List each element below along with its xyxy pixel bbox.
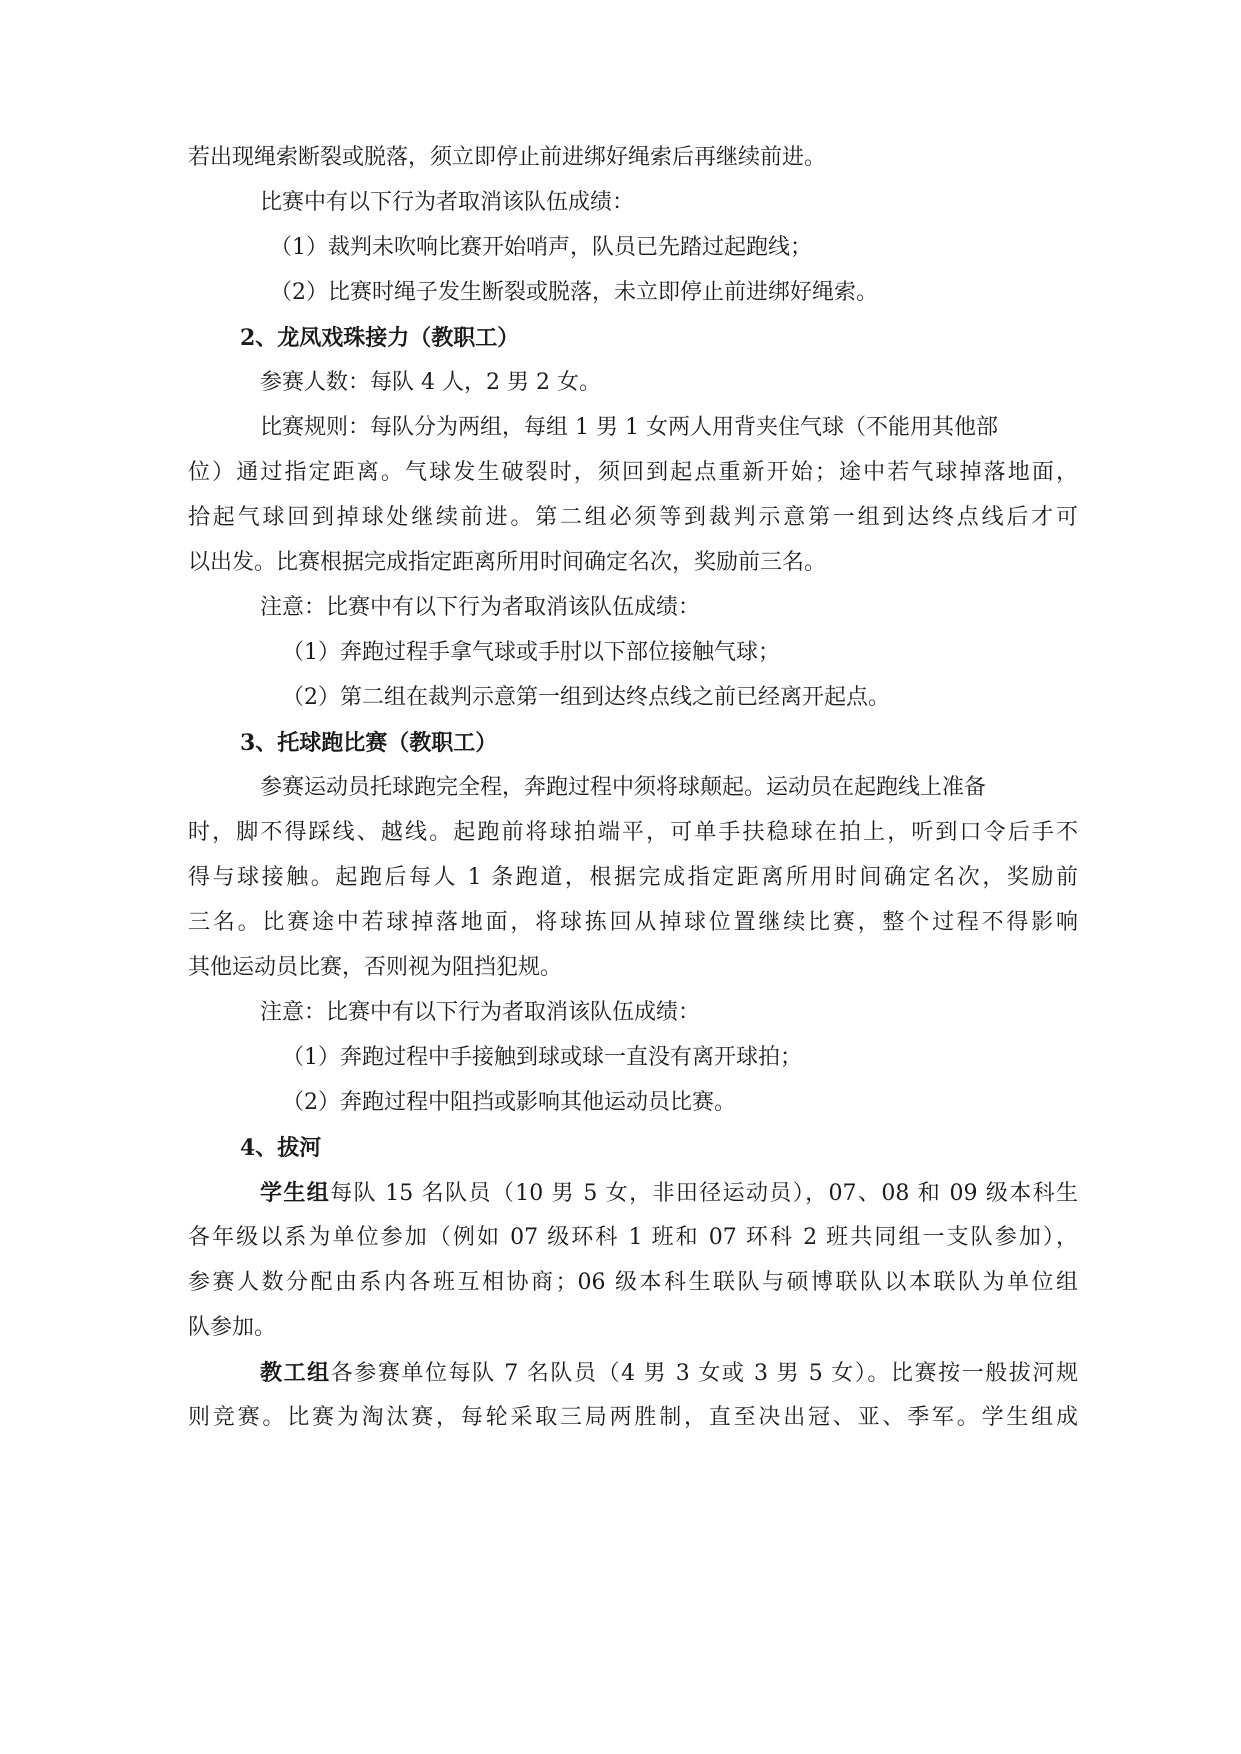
paragraph-line: 时，脚不得踩线、越线。起跑前将球拍端平，可单手扶稳球在拍上，听到口令后手不 <box>188 820 1078 845</box>
list-item: （2）奔跑过程中阻挡或影响其他运动员比赛。 <box>282 1090 736 1115</box>
list-item: （2）第二组在裁判示意第一组到达终点线之前已经离开起点。 <box>282 685 890 710</box>
staff-group-label: 教工组 <box>260 1360 331 1386</box>
paragraph-line: 以出发。比赛根据完成指定距离所用时间确定名次，奖励前三名。 <box>188 550 827 575</box>
paragraph-line: 则竞赛。比赛为淘汰赛，每轮采取三局两胜制，直至决出冠、亚、季军。学生组成 <box>188 1405 1078 1430</box>
list-item: （1）裁判未吹响比赛开始哨声，队员已先踏过起跑线； <box>270 235 812 260</box>
paragraph-line: 参赛人数：每队 4 人，2 男 2 女。 <box>260 370 601 395</box>
list-item: （1）奔跑过程手拿气球或手肘以下部位接触气球； <box>282 640 780 665</box>
paragraph-line: 注意：比赛中有以下行为者取消该队伍成绩： <box>260 1000 701 1025</box>
paragraph-line: 位）通过指定距离。气球发生破裂时，须回到起点重新开始；途中若气球掉落地面， <box>188 460 1078 485</box>
paragraph-line: 若出现绳索断裂或脱落，须立即停止前进绑好绳索后再继续前进。 <box>188 145 827 170</box>
paragraph-text: 各参赛单位每队 7 名队员（4 男 3 女或 3 男 5 女）。比赛按一般拔河规 <box>330 1361 1078 1386</box>
paragraph-line: 队参加。 <box>188 1315 277 1340</box>
list-item: （1）奔跑过程中手接触到球或球一直没有离开球拍； <box>282 1045 802 1070</box>
list-item: （2）比赛时绳子发生断裂或脱落，未立即停止前进绑好绳索。 <box>270 280 878 305</box>
section-heading: 3、托球跑比赛（教职工） <box>240 730 498 756</box>
paragraph-line: 三名。比赛途中若球掉落地面，将球拣回从掉球位置继续比赛，整个过程不得影响 <box>188 910 1078 935</box>
section-heading: 2、龙凤戏珠接力（教职工） <box>240 325 520 351</box>
paragraph-line: 得与球接触。起跑后每人 1 条跑道，根据完成指定距离所用时间确定名次，奖励前 <box>188 865 1078 890</box>
paragraph-line: 比赛规则：每队分为两组，每组 1 男 1 女两人用背夹住气球（不能用其他部 <box>260 415 998 440</box>
paragraph-line <box>260 1358 1078 1389</box>
paragraph-line: 比赛中有以下行为者取消该队伍成绩： <box>260 190 635 215</box>
section-heading: 4、拔河 <box>240 1135 322 1161</box>
paragraph-line: 参赛人数分配由系内各班互相协商；06 级本科生联队与硕博联队以本联队为单位组 <box>188 1270 1078 1295</box>
paragraph-line: 其他运动员比赛，否则视为阻挡犯规。 <box>188 955 563 980</box>
paragraph-line: 参赛运动员托球跑完全程，奔跑过程中须将球颠起。运动员在起跑线上准备 <box>260 775 987 800</box>
paragraph-line <box>260 1178 1078 1209</box>
paragraph-text: 每队 15 名队员（10 男 5 女，非田径运动员），07、08 和 09 级本科生 <box>330 1181 1078 1206</box>
paragraph-line: 拾起气球回到掉球处继续前进。第二组必须等到裁判示意第一组到达终点线后才可 <box>188 505 1078 530</box>
paragraph-line: 各年级以系为单位参加（例如 07 级环科 1 班和 07 环科 2 班共同组一支队参加）， <box>188 1225 1078 1250</box>
student-group-label: 学生组 <box>260 1180 331 1206</box>
paragraph-line: 注意：比赛中有以下行为者取消该队伍成绩： <box>260 595 701 620</box>
